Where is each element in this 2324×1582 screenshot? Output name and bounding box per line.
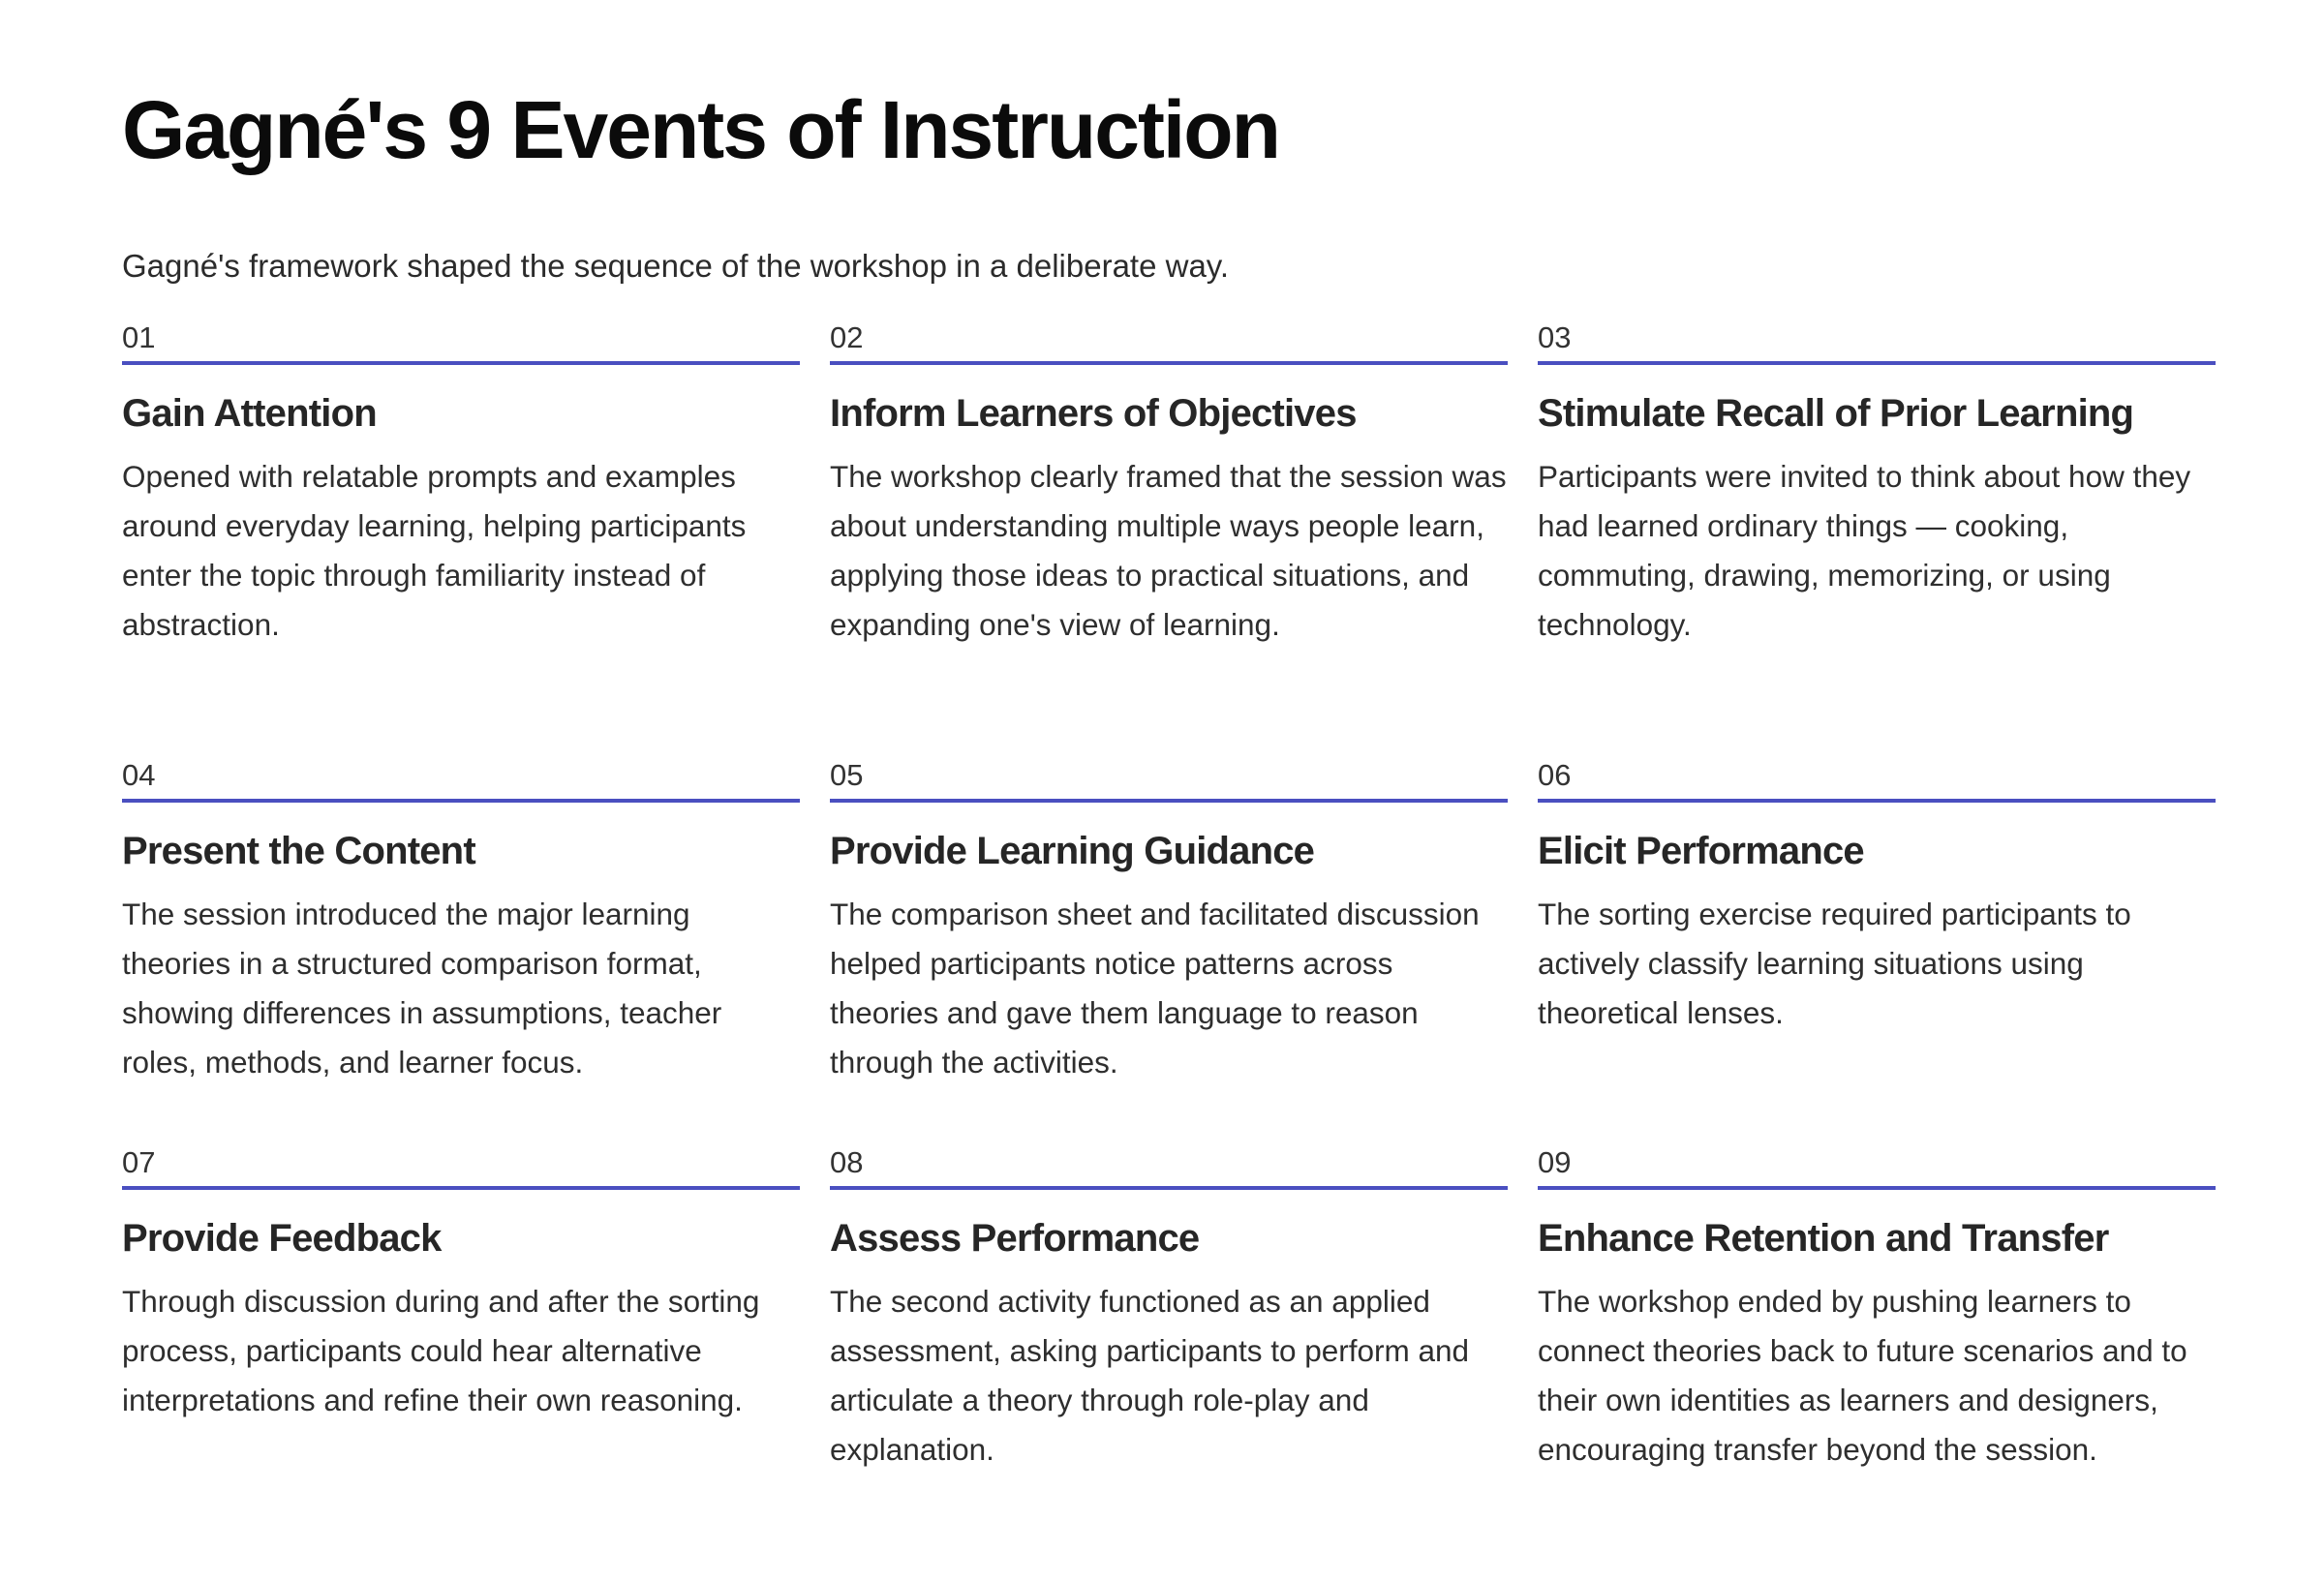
event-divider <box>122 799 800 803</box>
event-heading: Elicit Performance <box>1538 830 1864 872</box>
event-heading: Inform Learners of Objectives <box>830 392 1357 435</box>
event-heading: Provide Learning Guidance <box>830 830 1315 872</box>
event-heading: Provide Feedback <box>122 1217 442 1260</box>
event-card-02 <box>830 322 1508 650</box>
event-heading: Present the Content <box>122 830 475 872</box>
event-number: 03 <box>1538 320 1572 354</box>
page-title: Gagné's 9 Events of Instruction <box>122 84 1279 175</box>
event-heading: Gain Attention <box>122 392 377 435</box>
event-description: Opened with relatable prompts and examples around everyday learning, helping participants enter the topic through familiarity instead of abstraction. <box>122 459 747 642</box>
event-card-08 <box>830 1147 1508 1475</box>
event-card-05 <box>830 760 1508 1087</box>
event-card-04 <box>122 760 800 1087</box>
event-divider <box>830 1186 1508 1190</box>
event-description: Participants were invited to think about how they had learned ordinary things — cooking, commuting, drawing, memorizing, or using technology. <box>1538 459 2191 642</box>
page-subtitle: Gagné's framework shaped the sequence of the workshop in a deliberate way. <box>122 248 1230 284</box>
event-card-07 <box>122 1147 800 1425</box>
event-card-01 <box>122 322 800 650</box>
event-card-03 <box>1538 322 2216 650</box>
event-number: 05 <box>830 758 864 792</box>
event-description: The workshop ended by pushing learners to connect theories back to future scenarios and to their own identities as learners and designers, encouraging transfer beyond the session. <box>1538 1284 2187 1467</box>
event-description: Through discussion during and after the sorting process, participants could hear alternative interpretations and refine their own reasoning. <box>122 1284 760 1417</box>
event-number: 01 <box>122 320 156 354</box>
event-description: The session introduced the major learning theories in a structured comparison format, showing differences in assumptions, teacher roles, methods, and learner focus. <box>122 897 722 1080</box>
event-number: 02 <box>830 320 864 354</box>
event-divider <box>1538 799 2216 803</box>
event-number: 09 <box>1538 1145 1572 1179</box>
event-divider <box>1538 1186 2216 1190</box>
event-card-06 <box>1538 760 2216 1038</box>
event-heading: Assess Performance <box>830 1217 1200 1260</box>
event-card-09 <box>1538 1147 2216 1475</box>
event-divider <box>122 361 800 365</box>
event-divider <box>122 1186 800 1190</box>
event-number: 06 <box>1538 758 1572 792</box>
event-divider <box>830 361 1508 365</box>
event-number: 08 <box>830 1145 864 1179</box>
event-description: The comparison sheet and facilitated discussion helped participants notice patterns across theories and gave them language to reason through the activities. <box>830 897 1480 1080</box>
event-description: The workshop clearly framed that the session was about understanding multiple ways people learn, applying those ideas to practical situations, and expanding one's view of learning. <box>830 459 1507 642</box>
event-description: The sorting exercise required participants to actively classify learning situations using theoretical lenses. <box>1538 897 2131 1030</box>
event-heading: Stimulate Recall of Prior Learning <box>1538 392 2134 435</box>
event-description: The second activity functioned as an applied assessment, asking participants to perform and articulate a theory through role-play and explanation. <box>830 1284 1470 1467</box>
event-divider <box>830 799 1508 803</box>
event-heading: Enhance Retention and Transfer <box>1538 1217 2109 1260</box>
event-divider <box>1538 361 2216 365</box>
event-number: 04 <box>122 758 156 792</box>
event-number: 07 <box>122 1145 156 1179</box>
